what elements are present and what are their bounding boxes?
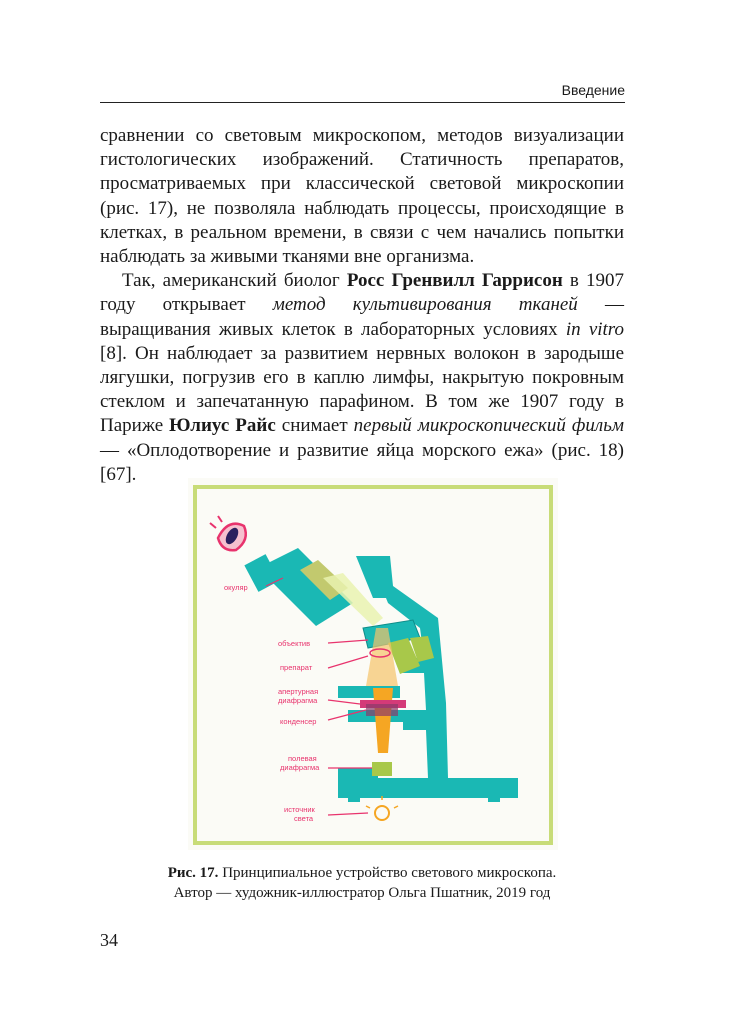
label-field-1: полевая (288, 754, 317, 763)
figure-caption (100, 863, 624, 903)
p2-bold-ries: Юлиус Райс (169, 415, 276, 437)
light-bulb-icon (366, 796, 398, 820)
caption-line-1 (100, 863, 624, 883)
p2-text-5: снимает (275, 415, 354, 437)
microscope-illustration (188, 478, 558, 850)
label-objective: объектив (278, 639, 311, 648)
caption-label: Рис. 17. (167, 865, 219, 881)
header-title: Введение (561, 82, 625, 98)
p2-text-1: Так, американский биолог (122, 270, 347, 292)
p2-text-4: [8]. Он наблюдает за развитием нервных волокон в зародыше лягушки, погрузив его в каплю лимфы, накрытую покровным стеклом и запечатанную парафином. В том же 1907 году в Париже (100, 342, 624, 437)
body-text (100, 124, 624, 487)
p2-text-2: в 1907 году открывает (100, 270, 624, 316)
figure-labels (224, 583, 320, 823)
paragraph-1: сравнении со световым микроскопом, методов визуализации гистологических изображений. Статичность препаратов, просматриваемых при классической световой микроскопии (рис. 17), не позволяла наблюдать процессы, происходящие в клетках, в реальном времени, в связи с чем начались попытки наблюдать за живыми тканями вне организма. (100, 125, 624, 268)
label-field-2: диафрагма (280, 763, 320, 772)
p2-bold-harrison: Росс Гренвилл Гаррисон (346, 270, 563, 292)
beam-lower (373, 688, 393, 753)
label-aperture-1: апертурная (278, 687, 319, 696)
label-source-1: источник (284, 805, 315, 814)
running-header (100, 80, 625, 103)
label-specimen: препарат (280, 663, 313, 672)
figure-microscope (188, 478, 558, 850)
p2-italic-method: метод культивирования тканей (272, 294, 578, 316)
label-condenser: конденсер (280, 717, 317, 726)
page-number: 34 (100, 930, 118, 950)
p2-italic-in-vitro: in vitro (565, 318, 624, 340)
label-source-2: света (294, 814, 314, 823)
field-diaphragm (372, 762, 392, 776)
paragraph-2 (100, 269, 624, 487)
p2-italic-film: первый микроскопический фильм (353, 415, 624, 437)
caption-line-2: Автор — художник-иллюстратор Ольга Пшатник, 2019 год (173, 885, 551, 901)
label-eyepiece: окуляр (224, 583, 248, 592)
caption-text-1: Принципиальное устройство светового микроскопа. (218, 865, 557, 881)
p2-text-6: — «Оплодотворение и развитие яйца морского ежа» (рис. 18) [67]. (100, 439, 624, 485)
condenser-shape (366, 704, 398, 716)
p2-text-3: — выращивания живых клеток в лабораторных условиях (100, 294, 624, 340)
eye-icon (210, 516, 246, 550)
label-aperture-2: диафрагма (278, 696, 318, 705)
